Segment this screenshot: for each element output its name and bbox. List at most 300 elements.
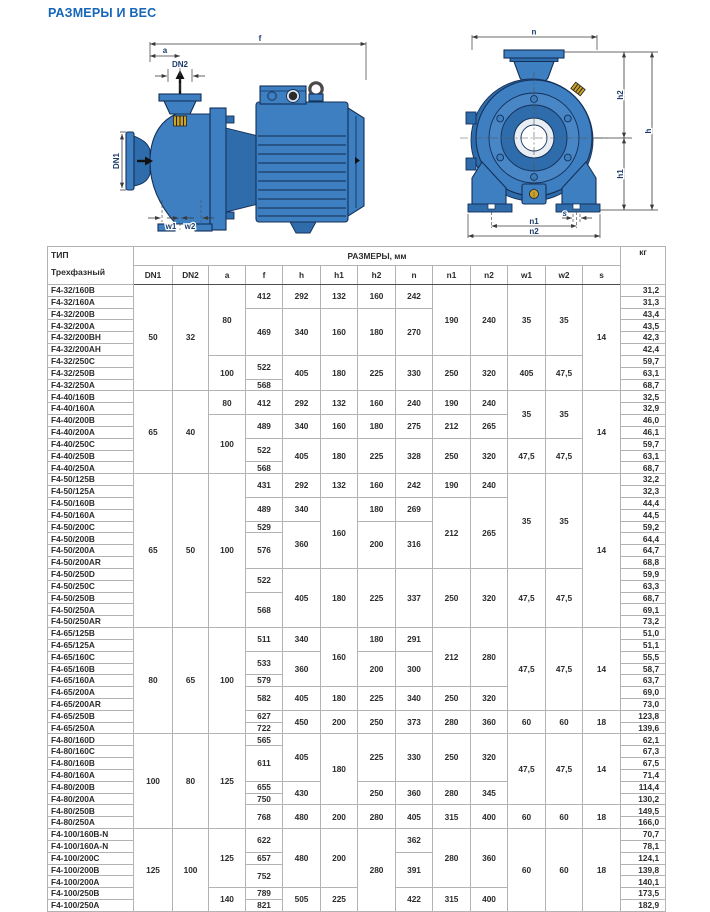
cell-n1: 212 (433, 497, 471, 568)
cell-h1: 132 (321, 285, 358, 309)
cell-n2: 320 (471, 687, 508, 711)
type-cell: F4-40/200B (48, 415, 134, 427)
cell-n: 391 (396, 852, 433, 887)
foot-slot-left (488, 204, 495, 209)
cell-DN1: 50 (134, 285, 173, 391)
cell-DN1: 65 (134, 391, 173, 474)
cell-n1: 190 (433, 474, 471, 498)
cell-n: 337 (396, 568, 433, 627)
cell-n: 340 (396, 687, 433, 711)
cell-h1: 200 (321, 829, 358, 888)
cell-h1: 160 (321, 628, 358, 687)
type-cell: F4-32/250C (48, 355, 134, 367)
weight-cell: 42,3 (621, 332, 666, 344)
type-cell: F4-50/250A (48, 604, 134, 616)
weight-cell: 68,7 (621, 592, 666, 604)
cell-h: 292 (283, 391, 321, 415)
dim-label-a: a (162, 46, 168, 55)
type-header-title: ТИП (51, 250, 69, 260)
cell-w1: 47,5 (508, 628, 546, 711)
dim-label-w2: w2 (184, 222, 196, 231)
cell-f: 627 (246, 710, 283, 722)
cell-w2: 60 (546, 805, 583, 829)
cell-n2: 265 (471, 415, 508, 439)
pump-side-view-svg (110, 32, 370, 236)
type-cell: F4-80/200A (48, 793, 134, 805)
cell-DN2: 50 (173, 474, 209, 628)
weight-cell: 58,7 (621, 663, 666, 675)
cell-a: 125 (209, 734, 246, 829)
weight-cell: 68,7 (621, 379, 666, 391)
weight-cell: 59,7 (621, 438, 666, 450)
type-cell: F4-80/160B (48, 758, 134, 770)
weight-cell: 68,7 (621, 462, 666, 474)
cell-n: 328 (396, 438, 433, 473)
type-header (48, 247, 134, 285)
cell-h: 360 (283, 521, 321, 568)
cell-w2: 35 (546, 391, 583, 438)
weight-cell: 59,9 (621, 568, 666, 580)
cell-n2: 320 (471, 734, 508, 781)
type-cell: F4-40/160A (48, 403, 134, 415)
type-cell: F4-32/250A (48, 379, 134, 391)
cell-f: 789 (246, 888, 283, 900)
weight-cell: 69,0 (621, 687, 666, 699)
cell-n: 242 (396, 474, 433, 498)
col-header-f: f (246, 266, 283, 285)
cell-a: 80 (209, 285, 246, 356)
cell-h: 480 (283, 829, 321, 888)
cell-n1: 280 (433, 829, 471, 888)
cell-h2: 280 (358, 829, 396, 912)
weight-cell: 166,0 (621, 817, 666, 829)
type-cell: F4-40/250C (48, 438, 134, 450)
weight-cell: 32,9 (621, 403, 666, 415)
type-header-sub: Трехфазный (51, 267, 105, 277)
cell-n2: 320 (471, 568, 508, 627)
cell-n: 373 (396, 710, 433, 734)
cell-DN1: 100 (134, 734, 173, 829)
type-cell: F4-80/160C (48, 746, 134, 758)
cell-s: 14 (583, 734, 621, 805)
cell-h: 405 (283, 438, 321, 473)
dim-label-dn1: DN1 (112, 152, 121, 170)
type-cell: F4-50/160A (48, 509, 134, 521)
type-cell: F4-65/160C (48, 651, 134, 663)
cell-n1: 250 (433, 687, 471, 711)
cell-h2: 250 (358, 781, 396, 805)
dim-label-w1: w1 (165, 222, 177, 231)
type-cell: F4-40/200A (48, 426, 134, 438)
cell-n2: 265 (471, 497, 508, 568)
weight-cell: 69,1 (621, 604, 666, 616)
cell-h: 405 (283, 734, 321, 781)
weight-cell: 43,4 (621, 308, 666, 320)
cell-f: 469 (246, 308, 283, 355)
cell-s: 18 (583, 710, 621, 734)
dim-label-f: f (258, 34, 262, 43)
type-cell: F4-40/160B (48, 391, 134, 403)
table-row (48, 285, 666, 297)
cell-w1: 47,5 (508, 568, 546, 627)
type-cell: F4-65/200A (48, 687, 134, 699)
cell-a: 80 (209, 391, 246, 415)
cell-f: 622 (246, 829, 283, 853)
cell-w1: 35 (508, 285, 546, 356)
type-cell: F4-50/250D (48, 568, 134, 580)
cell-w1: 47,5 (508, 438, 546, 473)
cell-h2: 160 (358, 391, 396, 415)
type-cell: F4-80/200B (48, 781, 134, 793)
col-header-a: a (209, 266, 246, 285)
cell-h2: 250 (358, 710, 396, 734)
weight-cell: 31,3 (621, 296, 666, 308)
type-cell: F4-50/125A (48, 486, 134, 498)
weight-cell: 78,1 (621, 840, 666, 852)
cell-n1: 212 (433, 628, 471, 687)
col-header-n: n (396, 266, 433, 285)
cell-h1: 180 (321, 734, 358, 805)
cell-h: 405 (283, 687, 321, 711)
weight-cell: 123,8 (621, 710, 666, 722)
weight-cell: 73,2 (621, 616, 666, 628)
type-cell: F4-80/250A (48, 817, 134, 829)
cell-f: 565 (246, 734, 283, 746)
cell-n: 269 (396, 497, 433, 521)
type-cell: F4-50/250AR (48, 616, 134, 628)
type-cell: F4-50/200A (48, 545, 134, 557)
cell-n1: 250 (433, 438, 471, 473)
type-cell: F4-100/250A (48, 900, 134, 912)
cell-f: 768 (246, 805, 283, 829)
cell-f: 657 (246, 852, 283, 864)
cell-a: 100 (209, 474, 246, 628)
cell-f: 576 (246, 533, 283, 568)
type-cell: F4-80/160A (48, 769, 134, 781)
type-cell: F4-50/125B (48, 474, 134, 486)
cell-DN1: 65 (134, 474, 173, 628)
weight-cell: 46,0 (621, 415, 666, 427)
dim-label-h: h (644, 128, 653, 134)
weight-cell: 68,8 (621, 557, 666, 569)
cell-w1: 405 (508, 355, 546, 390)
cell-n2: 360 (471, 710, 508, 734)
cell-n1: 280 (433, 781, 471, 805)
cell-n2: 240 (471, 285, 508, 356)
weight-cell: 46,1 (621, 426, 666, 438)
cell-n2: 240 (471, 474, 508, 498)
cell-h1: 132 (321, 391, 358, 415)
type-cell: F4-65/250A (48, 722, 134, 734)
weight-cell: 59,2 (621, 521, 666, 533)
weight-cell: 63,1 (621, 450, 666, 462)
cell-w1: 35 (508, 391, 546, 438)
cell-f: 511 (246, 628, 283, 652)
weight-cell: 63,1 (621, 367, 666, 379)
table-row (48, 474, 666, 486)
cell-DN2: 32 (173, 285, 209, 391)
cell-a: 125 (209, 829, 246, 888)
weight-cell: 70,7 (621, 829, 666, 841)
cell-f: 568 (246, 462, 283, 474)
cell-h2: 225 (358, 687, 396, 711)
cell-f: 522 (246, 438, 283, 462)
cell-w1: 60 (508, 805, 546, 829)
cell-h2: 225 (358, 734, 396, 781)
cell-n: 300 (396, 651, 433, 686)
weight-cell: 67,3 (621, 746, 666, 758)
weight-cell: 32,2 (621, 474, 666, 486)
cell-h1: 160 (321, 497, 358, 568)
type-cell: F4-100/250B (48, 888, 134, 900)
cell-h: 405 (283, 355, 321, 390)
cell-f: 582 (246, 687, 283, 711)
weight-cell: 182,9 (621, 900, 666, 912)
cell-n2: 320 (471, 438, 508, 473)
cell-n: 330 (396, 734, 433, 781)
cell-w2: 60 (546, 829, 583, 912)
cell-w2: 47,5 (546, 734, 583, 805)
cell-n2: 320 (471, 355, 508, 390)
cell-h2: 160 (358, 285, 396, 309)
cell-h1: 160 (321, 415, 358, 439)
type-cell: F4-100/200A (48, 876, 134, 888)
cell-n: 242 (396, 285, 433, 309)
cell-h1: 180 (321, 568, 358, 627)
cell-n: 360 (396, 781, 433, 805)
cell-n1: 250 (433, 734, 471, 781)
weight-cell: 64,7 (621, 545, 666, 557)
cell-n: 362 (396, 829, 433, 853)
col-header-w1: w1 (508, 266, 546, 285)
dim-label-dn2: DN2 (171, 60, 189, 69)
col-header-h2: h2 (358, 266, 396, 285)
col-header-n1: n1 (433, 266, 471, 285)
discharge-flange (159, 94, 201, 101)
cell-f: 579 (246, 675, 283, 687)
cell-h2: 180 (358, 415, 396, 439)
cell-w1: 60 (508, 710, 546, 734)
cell-n1: 315 (433, 805, 471, 829)
dim-label-h1: h1 (616, 169, 625, 179)
cell-h2: 200 (358, 651, 396, 686)
table-row (48, 734, 666, 746)
cell-n1: 315 (433, 888, 471, 912)
cell-h2: 180 (358, 497, 396, 521)
type-cell: F4-32/200BH (48, 332, 134, 344)
weight-cell: 51,0 (621, 628, 666, 640)
type-cell: F4-32/160B (48, 285, 134, 297)
dim-label-n2: n2 (529, 227, 539, 236)
cell-f: 489 (246, 415, 283, 439)
lifting-eye-icon (310, 83, 322, 95)
foot-slot-right (573, 204, 580, 209)
cell-h1: 180 (321, 687, 358, 711)
cell-DN2: 80 (173, 734, 209, 829)
cell-n: 422 (396, 888, 433, 912)
dim-label-n: n (531, 27, 537, 37)
cell-DN2: 65 (173, 628, 209, 734)
table-row (48, 391, 666, 403)
vent-plug-front-icon (571, 82, 585, 96)
cell-n: 291 (396, 628, 433, 652)
col-header-h: h (283, 266, 321, 285)
cell-f: 722 (246, 722, 283, 734)
cell-w2: 47,5 (546, 568, 583, 627)
cell-h: 340 (283, 628, 321, 652)
cell-f: 568 (246, 592, 283, 627)
weight-cell: 67,5 (621, 758, 666, 770)
cell-n2: 400 (471, 888, 508, 912)
cell-h2: 280 (358, 805, 396, 829)
cell-DN1: 80 (134, 628, 173, 734)
weight-cell: 130,2 (621, 793, 666, 805)
cell-n2: 280 (471, 628, 508, 687)
table-row (48, 628, 666, 640)
cell-n1: 212 (433, 415, 471, 439)
cell-f: 752 (246, 864, 283, 888)
cell-s: 14 (583, 391, 621, 474)
type-cell: F4-65/200AR (48, 698, 134, 710)
weight-cell: 124,1 (621, 852, 666, 864)
dimensions-table (47, 246, 666, 912)
weight-cell: 62,1 (621, 734, 666, 746)
cell-w1: 47,5 (508, 734, 546, 805)
motor-foot (290, 222, 316, 233)
cell-n: 330 (396, 355, 433, 390)
dim-label-h2: h2 (616, 90, 625, 100)
type-cell: F4-65/160A (48, 675, 134, 687)
type-cell: F4-32/200B (48, 308, 134, 320)
type-cell: F4-50/250B (48, 592, 134, 604)
discharge-flange-front (504, 50, 564, 58)
type-cell: F4-65/250B (48, 710, 134, 722)
cell-w2: 47,5 (546, 628, 583, 711)
cell-f: 431 (246, 474, 283, 498)
weight-cell: 44,5 (621, 509, 666, 521)
type-cell: F4-40/250A (48, 462, 134, 474)
cell-n1: 280 (433, 710, 471, 734)
cell-f: 568 (246, 379, 283, 391)
cell-h2: 200 (358, 521, 396, 568)
cell-f: 533 (246, 651, 283, 675)
type-cell: F4-50/250C (48, 580, 134, 592)
cell-h2: 180 (358, 628, 396, 652)
type-cell: F4-100/200B (48, 864, 134, 876)
col-header-s: s (583, 266, 621, 285)
cell-s: 14 (583, 285, 621, 391)
weight-cell: 140,1 (621, 876, 666, 888)
header-row-1 (48, 247, 666, 266)
cell-h1: 180 (321, 438, 358, 473)
cell-a: 100 (209, 355, 246, 390)
cell-h2: 180 (358, 308, 396, 355)
suction-flange (126, 132, 134, 190)
type-cell: F4-100/160A-N (48, 840, 134, 852)
cell-s: 14 (583, 474, 621, 628)
cell-h2: 225 (358, 568, 396, 627)
cell-h: 450 (283, 710, 321, 734)
weight-cell: 173,5 (621, 888, 666, 900)
cell-n: 316 (396, 521, 433, 568)
weight-cell: 139,8 (621, 864, 666, 876)
col-header-w2: w2 (546, 266, 583, 285)
motor-body (256, 83, 364, 233)
cell-h1: 225 (321, 888, 358, 912)
cell-h1: 180 (321, 355, 358, 390)
cell-n1: 250 (433, 568, 471, 627)
cell-n: 275 (396, 415, 433, 439)
cell-n1: 250 (433, 355, 471, 390)
cell-h: 292 (283, 474, 321, 498)
cell-h2: 225 (358, 438, 396, 473)
type-cell: F4-65/160B (48, 663, 134, 675)
cell-w2: 47,5 (546, 355, 583, 390)
cell-f: 489 (246, 497, 283, 521)
pump-side-view-drawing (110, 32, 370, 241)
weight-cell: 64,4 (621, 533, 666, 545)
type-cell: F4-80/250B (48, 805, 134, 817)
type-cell: F4-32/160A (48, 296, 134, 308)
cell-DN2: 40 (173, 391, 209, 474)
dim-label-n1: n1 (529, 217, 539, 226)
type-cell: F4-50/200AR (48, 557, 134, 569)
type-cell: F4-32/200AH (48, 344, 134, 356)
cell-h1: 132 (321, 474, 358, 498)
type-cell: F4-50/160B (48, 497, 134, 509)
cell-s: 18 (583, 829, 621, 912)
cell-w2: 35 (546, 285, 583, 356)
cell-h: 340 (283, 497, 321, 521)
type-cell: F4-100/200C (48, 852, 134, 864)
cell-n1: 190 (433, 285, 471, 356)
cell-a: 100 (209, 628, 246, 734)
weight-cell: 59,7 (621, 355, 666, 367)
cell-f: 412 (246, 391, 283, 415)
cell-DN1: 125 (134, 829, 173, 912)
cell-f: 821 (246, 900, 283, 912)
weight-cell: 31,2 (621, 285, 666, 297)
weight-cell: 63,3 (621, 580, 666, 592)
type-cell: F4-80/160D (48, 734, 134, 746)
weight-cell: 32,3 (621, 486, 666, 498)
cell-DN2: 100 (173, 829, 209, 912)
weight-header: кг (621, 247, 666, 285)
header-row-2 (48, 266, 666, 285)
cell-a: 100 (209, 415, 246, 474)
cell-f: 750 (246, 793, 283, 805)
weight-cell: 51,1 (621, 639, 666, 651)
cell-f: 522 (246, 568, 283, 592)
cell-n: 405 (396, 805, 433, 829)
cell-w1: 35 (508, 474, 546, 569)
cell-w2: 60 (546, 710, 583, 734)
table-row (48, 829, 666, 841)
cell-n: 270 (396, 308, 433, 355)
cell-a: 140 (209, 888, 246, 912)
pump-front-view-drawing (416, 26, 706, 245)
weight-cell: 73,0 (621, 698, 666, 710)
cell-n1: 190 (433, 391, 471, 415)
type-cell: F4-50/200B (48, 533, 134, 545)
cell-f: 412 (246, 285, 283, 309)
col-header-n2: n2 (471, 266, 508, 285)
cell-w2: 35 (546, 474, 583, 569)
dim-label-s: s (562, 209, 567, 218)
weight-cell: 42,4 (621, 344, 666, 356)
cell-n: 240 (396, 391, 433, 415)
type-cell: F4-32/250B (48, 367, 134, 379)
